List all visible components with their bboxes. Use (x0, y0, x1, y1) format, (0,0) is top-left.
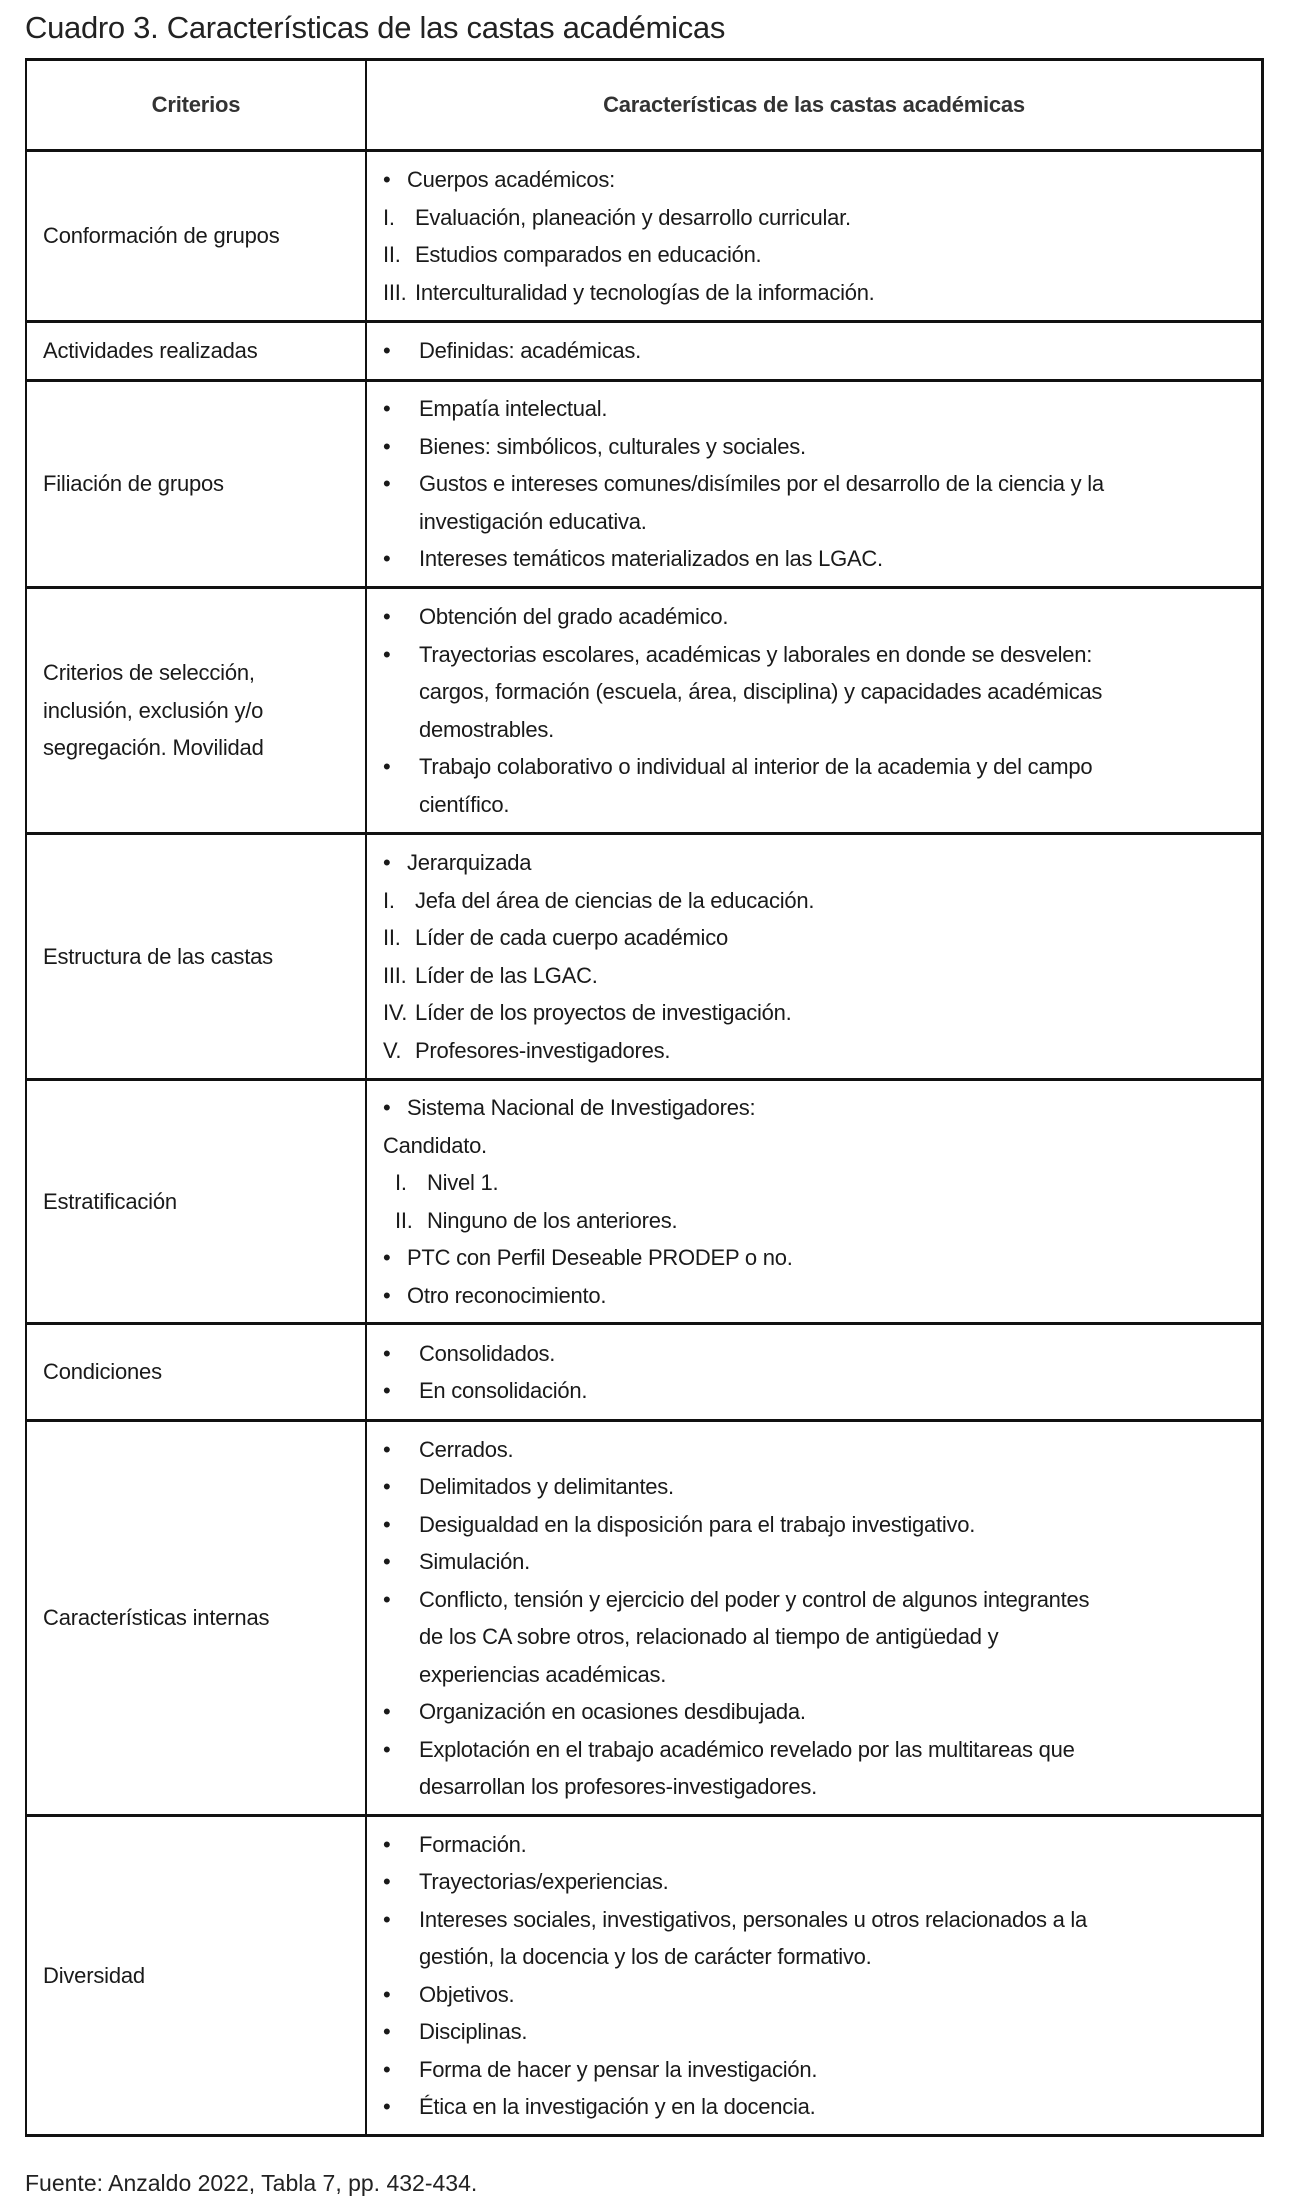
item-text (419, 2051, 817, 2089)
list-item (383, 540, 1261, 578)
item-line: Jerarquizada (407, 850, 532, 875)
item-line: Trabajo colaborativo o individual al interior de la academia y del campo (419, 754, 1093, 779)
item-text (415, 957, 598, 995)
characteristics-cell (367, 152, 1261, 320)
characteristics-cell (367, 1422, 1261, 1814)
bullet-icon: • (383, 167, 391, 192)
item-text (419, 2013, 527, 2051)
table-row (27, 589, 1261, 835)
table-row (27, 152, 1261, 323)
item-line: Bienes: simbólicos, culturales y sociales. (419, 433, 806, 459)
table-row (27, 1817, 1261, 2137)
bullet-icon: • (383, 2056, 391, 2082)
list-item (383, 598, 1261, 636)
list-item (383, 1693, 1261, 1731)
list-item (383, 1976, 1261, 2014)
list-item (383, 1277, 1261, 1315)
item-line: Explotación en el trabajo académico revelado por las multitareas que (419, 1736, 1075, 1762)
item-line: Organización en ocasiones desdibujada. (419, 1699, 806, 1724)
list-marker: III. (383, 962, 407, 988)
item-text (419, 332, 641, 370)
bullet-icon: • (383, 1586, 391, 1612)
item-line: Gustos e intereses comunes/disímiles por el desarrollo de la ciencia y la (419, 471, 1104, 497)
list-item (383, 1127, 1261, 1165)
list-item (383, 1202, 1261, 1240)
item-text (419, 1863, 668, 1901)
list-item (383, 1372, 1261, 1410)
bullet-icon: • (383, 1245, 391, 1270)
characteristics-cell (367, 1325, 1261, 1419)
item-line: Nivel 1. (427, 1170, 499, 1195)
criterio-cell: Conformación de grupos (27, 152, 367, 320)
list-item (383, 1032, 1261, 1070)
list-item (383, 236, 1261, 274)
item-line: Otro reconocimiento. (407, 1282, 607, 1308)
list-item (383, 1468, 1261, 1506)
bullet-icon: • (383, 1378, 391, 1403)
characteristics-cell (367, 589, 1261, 832)
item-text (407, 1277, 606, 1315)
item-line: Consolidados. (419, 1340, 556, 1366)
item-line: Evaluación, planeación y desarrollo curricular. (415, 204, 851, 230)
item-text (419, 540, 883, 578)
characteristics-cell (367, 323, 1261, 379)
item-line: Líder de las LGAC. (415, 962, 598, 988)
bullet-icon: • (383, 604, 391, 629)
item-line: Líder de cada cuerpo académico (415, 925, 728, 950)
bullet-icon: • (383, 641, 391, 667)
table-header-row (27, 61, 1261, 152)
item-text (419, 1506, 975, 1544)
list-item (383, 1863, 1261, 1901)
item-text (419, 2088, 816, 2126)
characteristics-cell (367, 1081, 1261, 1322)
list-item (383, 199, 1261, 237)
list-item (383, 1164, 1261, 1202)
bullet-icon: • (383, 1736, 391, 1762)
criterio-cell: Actividades realizadas (27, 323, 367, 379)
item-text (419, 1431, 513, 1469)
list-marker: I. (395, 1170, 407, 1195)
list-item (383, 844, 1261, 882)
criterio-cell: Características internas (27, 1422, 367, 1814)
item-line: Estudios comparados en educación. (415, 242, 762, 267)
bullet-icon: • (383, 396, 391, 422)
criterio-line: segregación. Movilidad (43, 735, 264, 761)
item-text (419, 1468, 674, 1506)
item-line: Formación. (419, 1831, 527, 1857)
list-item (383, 1431, 1261, 1469)
item-line: Definidas: académicas. (419, 338, 641, 364)
bullet-icon: • (383, 754, 391, 779)
item-line: demostrables. (419, 716, 554, 742)
list-marker: V. (383, 1037, 402, 1063)
item-text (419, 1901, 1087, 1976)
item-line: Cuerpos académicos: (407, 167, 616, 192)
item-line: desarrollan los profesores-investigadores. (419, 1774, 817, 1799)
item-text (383, 1127, 487, 1165)
list-item (383, 1335, 1261, 1373)
table-row (27, 323, 1261, 382)
list-item (383, 1239, 1261, 1277)
item-line: Empatía intelectual. (419, 396, 608, 422)
list-marker: II. (383, 925, 401, 950)
item-text (419, 465, 1104, 540)
list-item (383, 748, 1261, 823)
table-row (27, 1422, 1261, 1817)
bullet-icon: • (383, 1549, 391, 1574)
list-item (383, 161, 1261, 199)
item-text (407, 161, 615, 199)
item-line: de los CA sobre otros, relacionado al tiempo de antigüedad y (419, 1624, 999, 1649)
item-line: Interculturalidad y tecnologías de la información. (415, 279, 875, 305)
item-text (427, 1202, 677, 1240)
table-row (27, 1325, 1261, 1422)
characteristics-table (25, 58, 1264, 2137)
bullet-icon: • (383, 1699, 391, 1724)
criterio-cell: Condiciones (27, 1325, 367, 1419)
item-line: gestión, la docencia y los de carácter formativo. (419, 1944, 872, 1969)
table-row (27, 1081, 1261, 1325)
bullet-icon: • (383, 1831, 391, 1857)
bullet-icon: • (383, 1282, 391, 1308)
bullet-icon: • (383, 2019, 391, 2044)
item-text (419, 598, 728, 636)
header-caracteristicas: Características de las castas académicas (603, 92, 1025, 117)
source-note: Fuente: Anzaldo 2022, Tabla 7, pp. 432-434. (25, 2170, 478, 2196)
item-text (415, 1032, 670, 1070)
list-item (383, 274, 1261, 312)
item-line: PTC con Perfil Deseable PRODEP o no. (407, 1245, 793, 1270)
list-item (383, 2013, 1261, 2051)
characteristics-cell (367, 1817, 1261, 2134)
list-marker: III. (383, 279, 407, 305)
item-line: Disciplinas. (419, 2019, 528, 2044)
item-text (415, 994, 791, 1032)
item-line: Ninguno de los anteriores. (427, 1207, 678, 1233)
item-text (419, 1826, 527, 1864)
item-line: Cerrados. (419, 1436, 514, 1462)
bullet-icon: • (383, 1511, 391, 1537)
list-item (383, 919, 1261, 957)
item-line: Obtención del grado académico. (419, 604, 729, 629)
bullet-icon: • (383, 1474, 391, 1499)
item-text (419, 636, 1102, 749)
bullet-icon: • (383, 1095, 391, 1120)
item-line: Delimitados y delimitantes. (419, 1474, 674, 1499)
item-text (419, 428, 806, 466)
criterio-line: inclusión, exclusión y/o (43, 697, 264, 723)
item-text (427, 1164, 498, 1202)
list-marker: IV. (383, 1000, 408, 1025)
list-item (383, 465, 1261, 540)
item-line: Intereses sociales, investigativos, personales u otros relacionados a la (419, 1906, 1088, 1932)
criterio-cell (27, 589, 367, 832)
table-title: Cuadro 3. Características de las castas académicas (25, 10, 726, 45)
list-item (383, 1826, 1261, 1864)
list-marker: I. (383, 887, 395, 913)
list-marker: I. (383, 204, 395, 230)
item-text (419, 1693, 806, 1731)
item-text (415, 199, 851, 237)
item-line: Conflicto, tensión y ejercicio del poder y control de algunos integrantes (419, 1586, 1090, 1612)
item-text (415, 236, 761, 274)
item-line: investigación educativa. (419, 508, 647, 534)
item-line: Simulación. (419, 1549, 530, 1574)
criterio-line: Criterios de selección, (43, 660, 255, 686)
list-item (383, 994, 1261, 1032)
list-item (383, 1731, 1261, 1806)
list-item (383, 428, 1261, 466)
bullet-icon: • (383, 1436, 391, 1462)
bullet-icon: • (383, 546, 391, 572)
criterio-cell: Estratificación (27, 1081, 367, 1322)
bullet-icon: • (383, 2094, 391, 2119)
bullet-icon: • (383, 1981, 391, 2007)
item-text (407, 844, 531, 882)
item-text (419, 1581, 1089, 1694)
item-text (419, 1372, 587, 1410)
list-item (383, 1506, 1261, 1544)
item-text (419, 1976, 514, 2014)
item-line: experiencias académicas. (419, 1661, 667, 1687)
item-line: científico. (419, 791, 510, 817)
list-item (383, 1543, 1261, 1581)
list-item (383, 957, 1261, 995)
characteristics-cell (367, 382, 1261, 586)
bullet-icon: • (383, 338, 391, 364)
characteristics-cell (367, 835, 1261, 1078)
list-item (383, 1089, 1261, 1127)
item-line: Líder de los proyectos de investigación. (415, 1000, 792, 1025)
bullet-icon: • (383, 471, 391, 497)
item-line: En consolidación. (419, 1378, 588, 1403)
item-line: Profesores-investigadores. (415, 1037, 671, 1063)
bullet-icon: • (383, 850, 391, 875)
list-item (383, 332, 1261, 370)
list-item (383, 2051, 1261, 2089)
item-line: Trayectorias/experiencias. (419, 1869, 669, 1894)
list-item (383, 1901, 1261, 1976)
item-line: Intereses temáticos materializados en las LGAC. (419, 546, 883, 572)
list-item (383, 636, 1261, 749)
item-line: Objetivos. (419, 1981, 515, 2007)
item-line: Trayectorias escolares, académicas y laborales en donde se desvelen: (419, 641, 1093, 667)
item-line: Desigualdad en la disposición para el trabajo investigativo. (419, 1511, 976, 1537)
list-marker: II. (383, 242, 401, 267)
list-item (383, 1581, 1261, 1694)
criterio-cell: Diversidad (27, 1817, 367, 2134)
bullet-icon: • (383, 1869, 391, 1894)
item-text (419, 1335, 555, 1373)
bullet-icon: • (383, 1340, 391, 1366)
criterio-cell: Filiación de grupos (27, 382, 367, 586)
item-line: Sistema Nacional de Investigadores: (407, 1095, 756, 1120)
list-item (383, 390, 1261, 428)
item-text (415, 274, 875, 312)
item-text (407, 1239, 793, 1277)
item-text (419, 1731, 1075, 1806)
item-text (419, 748, 1092, 823)
list-marker: II. (395, 1207, 413, 1233)
item-line: cargos, formación (escuela, área, disciplina) y capacidades académicas (419, 679, 1103, 704)
list-item (383, 2088, 1261, 2126)
table-row (27, 835, 1261, 1081)
criterio-cell: Estructura de las castas (27, 835, 367, 1078)
item-line: Jefa del área de ciencias de la educación. (415, 887, 815, 913)
bullet-icon: • (383, 1906, 391, 1932)
header-criterios: Criterios (27, 61, 367, 149)
list-item (383, 882, 1261, 920)
item-text (415, 919, 728, 957)
bullet-icon: • (383, 433, 391, 459)
item-text (419, 1543, 530, 1581)
item-text (419, 390, 607, 428)
item-line: Ética en la investigación y en la docencia. (419, 2094, 816, 2119)
item-text (407, 1089, 755, 1127)
item-line: Forma de hacer y pensar la investigación. (419, 2056, 818, 2082)
table-row (27, 382, 1261, 589)
item-line: Candidato. (383, 1132, 487, 1158)
item-text (415, 882, 814, 920)
